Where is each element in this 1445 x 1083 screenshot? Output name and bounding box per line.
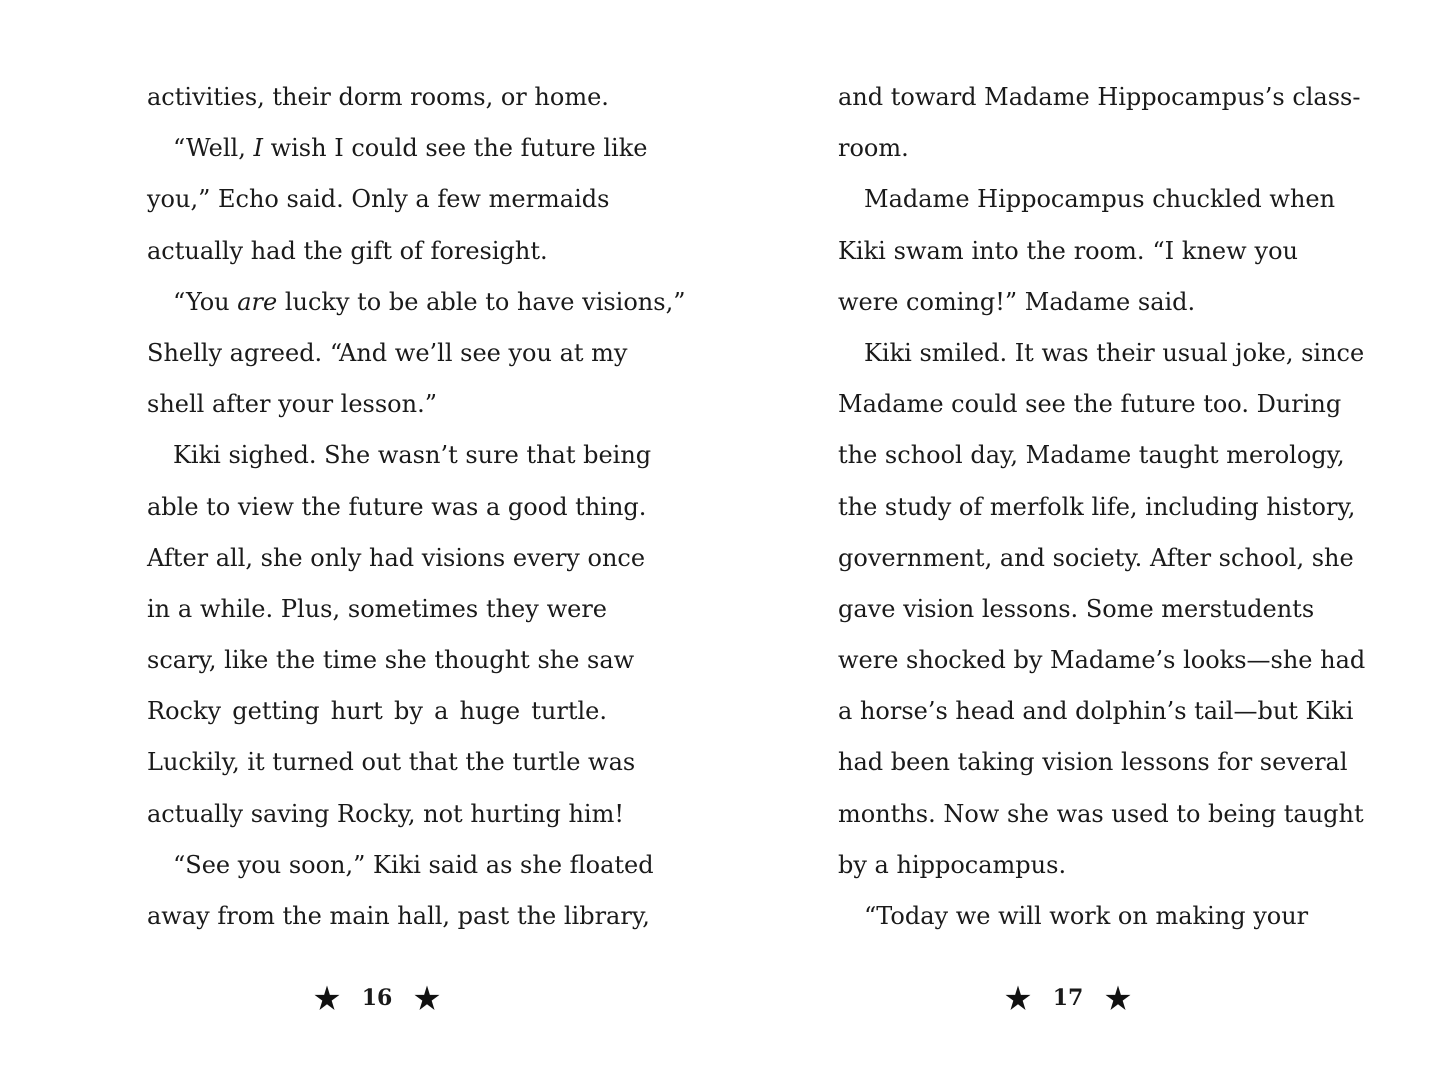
left-page [147,0,686,1083]
text-line: Kiki smiled. It was their usual joke, since [864,338,1365,367]
text-line: room. [838,134,909,163]
text-line: Madame could see the future too. During [838,390,1342,419]
page-footer [147,978,607,1018]
text-line: scary, like the time she thought she saw [147,646,635,675]
text-line: in a while. Plus, sometimes they were [147,594,607,623]
text-line: were shocked by Madame’s looks—she had [838,646,1366,675]
emphasis: I [253,134,263,163]
page-number: 17 [1052,985,1084,1011]
text-line: Luckily, it turned out that the turtle was [147,748,636,777]
text-line: Kiki sighed. She wasn’t sure that being [173,441,652,470]
text-line: actually saving Rocky, not hurting him! [147,799,625,828]
text-line: shell after your lesson.” [147,390,437,419]
text-line: away from the main hall, past the library, [147,902,650,930]
text-line: Kiki swam into the room. “I knew you [838,236,1298,265]
text-line: had been taking vision lessons for several [838,748,1348,777]
text-line: “See you soon,” Kiki said as she floated [173,850,654,879]
text-line: After all, she only had visions every once [147,543,646,572]
page-footer [838,978,1298,1018]
text-line: government, and society. After school, she [838,543,1354,572]
text-line: were coming!” Madame said. [838,287,1196,316]
star-icon [414,985,440,1011]
text-line: by a hippocampus. [838,850,1067,879]
emphasis: are [237,287,278,316]
star-icon [1105,985,1131,1011]
star-icon [314,985,340,1011]
text-line: gave vision lessons. Some merstudents [838,594,1315,623]
text-line: and toward Madame Hippocampus’s class- [838,83,1361,111]
text-line: months. Now she was used to being taught [838,799,1364,828]
text-line: “Today we will work on making your [864,902,1309,930]
text-line: “You are lucky to be able to have visions,” [173,287,686,316]
left-page-text [147,72,686,942]
text-line: “Well, I wish I could see the future like [173,134,648,163]
right-page-text [838,72,1366,942]
right-page [838,0,1366,1083]
text-line: the study of merfolk life, including history, [838,492,1356,521]
text-line: you,” Echo said. Only a few mermaids [147,185,610,214]
text-line: activities, their dorm rooms, or home. [147,83,609,111]
text-line: Madame Hippocampus chuckled when [864,185,1336,214]
text-line: Rocky getting hurt by a huge turtle. [147,697,607,726]
text-line: the school day, Madame taught merology, [838,441,1345,470]
text-line: actually had the gift of foresight. [147,236,548,265]
text-line: Shelly agreed. “And we’ll see you at my [147,338,628,367]
page-number: 16 [361,985,393,1011]
text-line: able to view the future was a good thing. [147,492,647,521]
text-line: a horse’s head and dolphin’s tail—but Kiki [838,697,1354,726]
star-icon [1005,985,1031,1011]
